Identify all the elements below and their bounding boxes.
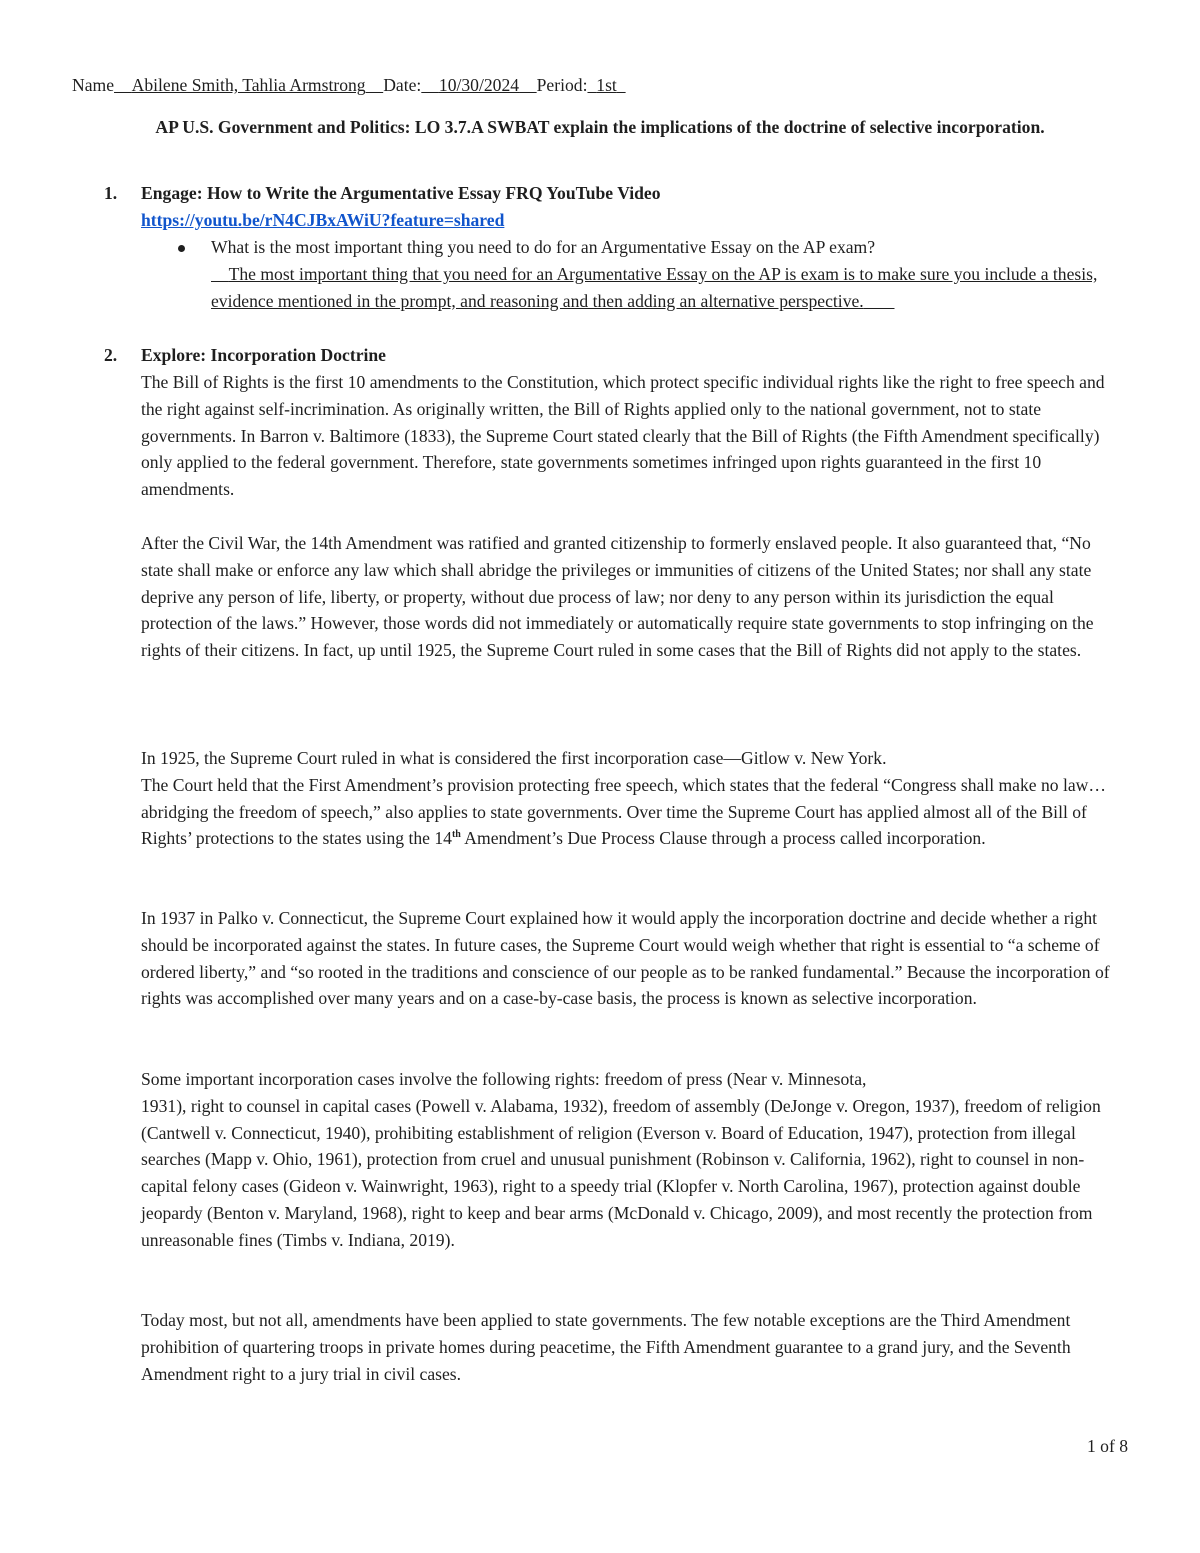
date-label: Date: — [383, 75, 422, 95]
period-field[interactable]: 1st — [596, 75, 617, 95]
essay-answer[interactable]: The most important thing that you need for an Argumentative Essay on the AP is exam is to make sure you include a thesis, evidence mentioned in the prompt, and reasoning and then adding an alternative perspective. — [211, 264, 1098, 311]
section-2-heading: Explore: Incorporation Doctrine — [141, 345, 386, 365]
date-field[interactable]: 10/30/2024 — [438, 75, 520, 95]
page-number: 1 of 8 — [1086, 1436, 1128, 1456]
page-title: AP U.S. Government and Politics: LO 3.7.A SWBAT explain the implications of the doctrine of selective incorporation. — [155, 117, 1045, 137]
name-field[interactable]: Abilene Smith, Tahlia Armstrong — [131, 75, 366, 95]
section-1-heading: Engage: How to Write the Argumentative Essay FRQ YouTube Video — [141, 183, 661, 203]
period-label: Period: — [536, 75, 588, 95]
paragraph-cases-body: 1931), right to counsel in capital cases (Powell v. Alabama, 1932), freedom of assembly (DeJonge v. Oregon, 1937), freedom of religion (Cantwell v. Connecticut, 1940), prohibiting establishment of religion (Everson v. Board of Education, 1947), protection from illegal searches (Mapp v. Ohio, 1961), protection from cruel and unusual punishment (Robinson v. California, 1962), right to counsel in non-capital felony cases (Gideon v. Wainwright, 1963), right to a speedy trial (Klopfer v. North Carolina, 1967), protection against double jeopardy (Benton v. Maryland, 1968), right to keep and bear arms (McDonald v. Chicago, 2009), and most recently the protection from unreasonable fines (Timbs v. Indiana, 2019). — [141, 1095, 1101, 1250]
section-2-number: 2. — [104, 345, 118, 365]
student-header — [72, 72, 626, 99]
essay-question: What is the most important thing you need to do for an Argumentative Essay on the AP exam? — [211, 237, 876, 257]
paragraph-cases — [141, 1066, 1126, 1254]
name-label: Name — [72, 75, 115, 95]
paragraph-palko: In 1937 in Palko v. Connecticut, the Supreme Court explained how it would apply the incorporation doctrine and decide whether a right should be incorporated against the states. In future cases, the Supreme Court would weigh whether that right is essential to “a scheme of ordered liberty,” and “so rooted in the traditions and conscience of our people as to be ranked fundamental.” Because the incorporation of rights was accomplished over many years and on a case-by-case basis, the process is known as selective incorporation. — [141, 908, 1110, 1009]
youtube-link[interactable]: https://youtu.be/rN4CJBxAWiU?feature=shared — [141, 210, 505, 230]
paragraph-gitlow-body: The Court held that the First Amendment’s provision protecting free speech, which states that the federal “Congress shall make no law… abridging the freedom of speech,” also applies to state governments. Over time the Supreme Court has applied almost all of the Bill of Rights’ protections to the states using the 14th Amendment’s Due Process Clause through a process called incorporation. — [141, 774, 1106, 849]
bullet-icon — [178, 245, 185, 252]
paragraph-cases-line1: Some important incorporation cases involve the following rights: freedom of press (Near v. Minnesota, — [141, 1069, 867, 1089]
paragraph-exceptions: Today most, but not all, amendments have been applied to state governments. The few notable exceptions are the Third Amendment prohibition of quartering troops in private homes during peacetime, the Fifth Amendment guarantee to a grand jury, and the Seventh Amendment right to a jury trial in civil cases. — [141, 1310, 1071, 1384]
section-1-number: 1. — [104, 183, 118, 203]
paragraph-bill-of-rights: The Bill of Rights is the first 10 amendments to the Constitution, which protect specific individual rights like the right to free speech and the right against self-incrimination. As originally written, the Bill of Rights applied only to the national government, not to state governments. In Barron v. Baltimore (1833), the Supreme Court stated clearly that the Bill of Rights (the Fifth Amendment specifically) only applied to the federal government. Therefore, state governments sometimes infringed upon rights guaranteed in the first 10 amendments. — [141, 372, 1105, 500]
paragraph-14th-amendment: After the Civil War, the 14th Amendment was ratified and granted citizenship to formerly enslaved people. It also guaranteed that, “No state shall make or enforce any law which shall abridge the privileges or immunities of citizens of the United States; nor shall any state deprive any person of life, liberty, or property, without due process of law; nor deny to any person within its jurisdiction the equal protection of the laws.” However, those words did not immediately or automatically require state governments to stop infringing on the rights of their citizens. In fact, up until 1925, the Supreme Court ruled in some cases that the Bill of Rights did not apply to the states. — [141, 533, 1094, 661]
paragraph-gitlow-line1: In 1925, the Supreme Court ruled in what is considered the first incorporation case—Gitlow v. New York. — [141, 748, 887, 768]
paragraph-gitlow — [141, 745, 1126, 852]
